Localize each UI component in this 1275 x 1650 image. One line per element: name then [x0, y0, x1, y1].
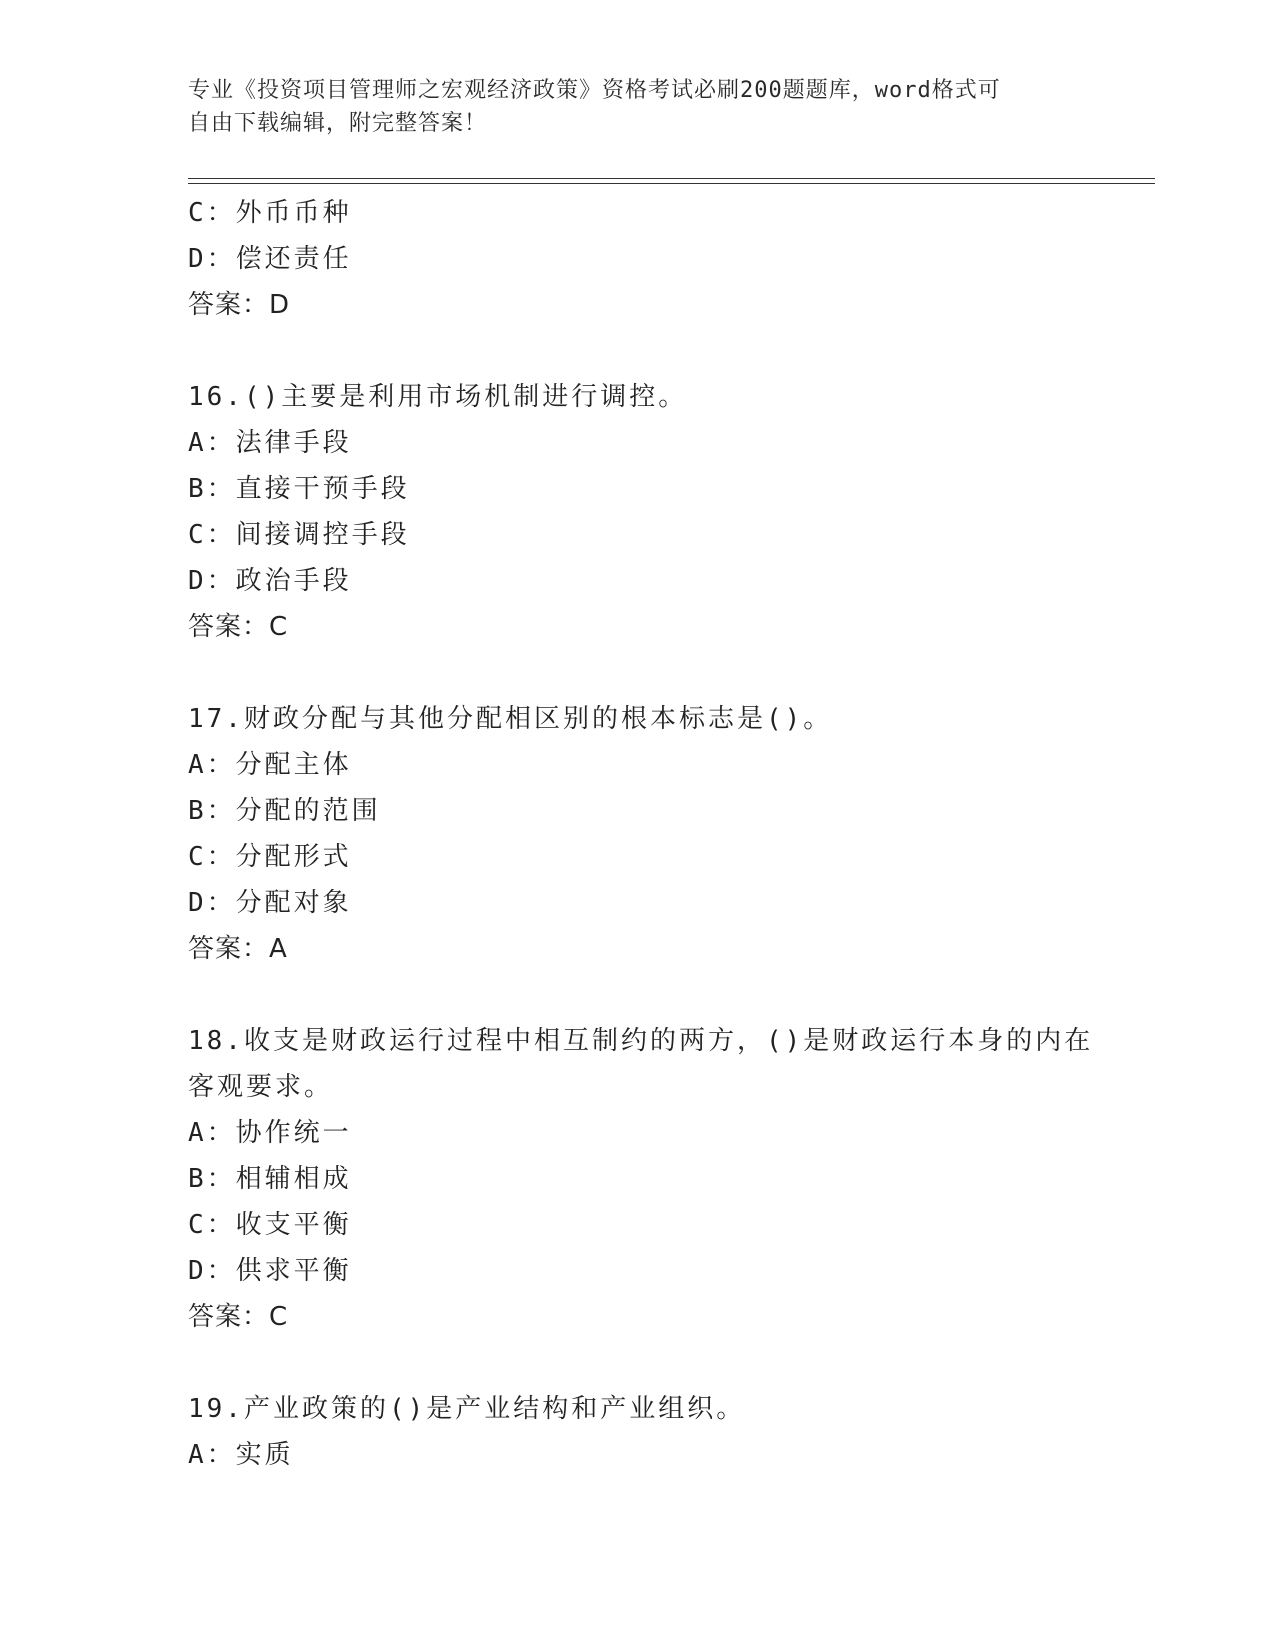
- document-header: [188, 74, 1088, 140]
- question-16: [188, 374, 1088, 650]
- header-divider-top: [188, 178, 1155, 179]
- question-list: [188, 190, 1094, 1478]
- option-c: C：收支平衡: [188, 1210, 352, 1240]
- option-a: A：法律手段: [188, 428, 352, 458]
- question-stem-line-1: 18.收支是财政运行过程中相互制约的两方，()是财政运行本身的内在: [188, 1026, 1094, 1056]
- answer: 答案：C: [188, 612, 289, 642]
- option-d: D：供求平衡: [188, 1256, 352, 1286]
- option-c: C：间接调控手段: [188, 520, 410, 550]
- question-stem-line-2: 客观要求。: [188, 1072, 334, 1102]
- option-a: A：协作统一: [188, 1118, 352, 1148]
- option-b: B：直接干预手段: [188, 474, 410, 504]
- question-stem: 17.财政分配与其他分配相区别的根本标志是()。: [188, 704, 833, 734]
- header-title-line-2: 自由下载编辑，附完整答案！: [188, 111, 488, 136]
- question-stem: 19.产业政策的()是产业结构和产业组织。: [188, 1394, 746, 1424]
- option-a: A：分配主体: [188, 750, 352, 780]
- answer: 答案：C: [188, 1302, 289, 1332]
- question-18: [188, 1018, 1094, 1340]
- option-c: C：分配形式: [188, 842, 352, 872]
- option-d: D：偿还责任: [188, 244, 352, 274]
- answer: 答案：A: [188, 934, 288, 964]
- answer: 答案：D: [188, 290, 291, 320]
- question-17: [188, 696, 1088, 972]
- header-divider-bottom: [188, 183, 1155, 184]
- question-stem: 16.()主要是利用市场机制进行调控。: [188, 382, 688, 412]
- option-b: B：相辅相成: [188, 1164, 352, 1194]
- header-title-line-1: 专业《投资项目管理师之宏观经济政策》资格考试必刷200题题库，word格式可: [188, 78, 1001, 103]
- question-19: [188, 1386, 1088, 1478]
- option-d: D：政治手段: [188, 566, 352, 596]
- option-c: C：外币币种: [188, 198, 352, 228]
- option-d: D：分配对象: [188, 888, 352, 918]
- question-15-continued: [188, 190, 1088, 328]
- option-a: A：实质: [188, 1440, 294, 1470]
- option-b: B：分配的范围: [188, 796, 381, 826]
